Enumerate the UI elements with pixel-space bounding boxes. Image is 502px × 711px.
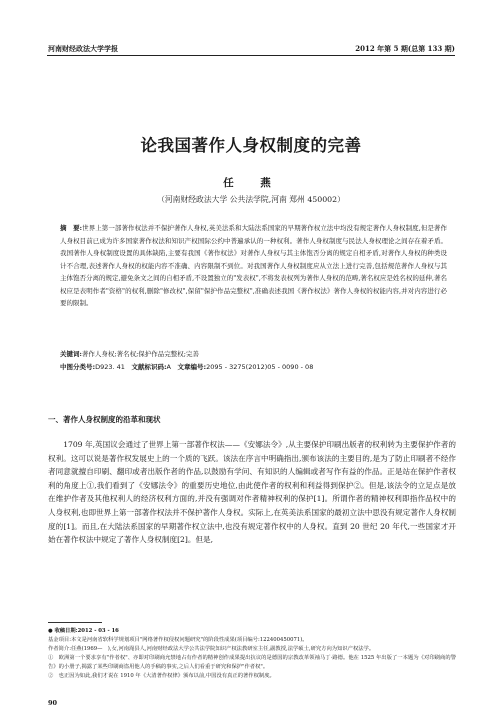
keywords: [60, 349, 199, 358]
abstract-label: 摘 要:: [60, 224, 83, 232]
body-paragraph: 1709 年,英国议会通过了世界上第一部著作权法——《安娜法令》,从主要保护印刷出版者的权利转为主要保护作者的权利。这可以说是著作权发展史上的一个质的飞跃。该法在序言中明确指出,颁布该法的主要目的,是为了防止印刷者不经作者同意就擅自印刷、翻印或者出版作者的作品,以鼓励有学问、有知识的人编辑或者写作有益的作品。正是站在保护作者权利的角度上①,我们看到了《安娜法令》的重要历史地位,由此使作者的权利和利益得到保护②。但是,该法令的立足点是放在维护作者及其他权利人的经济权利方面的,并没有强调对作者精神权利的保护[1]。所谓作者的精神权利即指作品权中的人身权利,也即世界上第一部著作权法并不保护著作人身权。实际上,在英美法系国家的最初立法中思没有规定著作人身权制度的[1]。而且,在大陆法系国家的早期著作权立法中,也没有规定著作权中的人身权。直到 20 世纪 20 年代,一些国家才开始在著作权法中规定了著作人身权制度[2]。但是,: [48, 440, 456, 545]
article-id-value: 2095 - 3275(2012)05 - 0090 - 08: [206, 363, 314, 371]
header-rule: [47, 55, 455, 56]
author-name: 任 燕: [223, 177, 279, 189]
received-date: ● 收稿日期:2012 - 03 - 16: [48, 628, 119, 634]
clc-value: D923. 41: [95, 363, 125, 371]
abstract: [60, 222, 447, 310]
footnote-rule: [48, 622, 102, 623]
footnote-1: ① 欧洲第一个要求享有"作者权"、亦即对印刷商允禁地占有作者的精神创作成果提出抗议的是德国的宗教改革领袖马丁·路德。他在 1525 年出版了一本题为《对印刷商的警告》的小册子,揭露了某些印刷商盗用他人的手稿的事实,之后人们看重于研究和保护"作者权"。: [48, 655, 456, 670]
journal-name: 河南财经政法大学学报: [48, 44, 118, 53]
author-affiliation: （河南财经政法大学 公共法学院,河南 郑州 450002）: [157, 195, 345, 204]
article-id-label: 文章编号:: [177, 363, 207, 371]
classification-line: [60, 362, 313, 371]
fund-note: 基金项目:本文是河南省软科学规划项目"网络著作权侵权问题研究"的阶段性成果(项目编号:122400450071)。: [48, 637, 308, 643]
paper-title: 论我国著作人身权制度的完善: [140, 136, 362, 155]
keywords-label: 关键词:: [60, 350, 82, 358]
footnotes: [48, 627, 456, 681]
section-heading: 一、著作人身权制度的沿革和现状: [48, 415, 161, 424]
issue-info: 2012 年第 5 期(总第 133 期): [355, 44, 455, 53]
clc-label: 中图分类号:: [60, 363, 96, 371]
doc-code-value: A: [166, 363, 171, 371]
keywords-text: 著作人身权;著名权;保护作品完整权;完善: [81, 350, 199, 358]
author-bio: 作者简介:任燕(1969— ),女,河南渑县人,河南财经政法大学公共法学院知识产权法教研室主任,副教授,法学硕士,研究方向为知识产权法学。: [48, 646, 375, 652]
doc-code-label: 文献标识码:: [131, 363, 167, 371]
abstract-text: 世界上第一部著作权法并不保护著作人身权,英美法系和大陆法系国家的早期著作权立法中均没有规定著作人身权制度,但是著作人身权目前已成为许多国家著作权法和知识产权国际公约中普遍承认的一种权利。著作人身权制度与民法人身权理论之间存在着矛盾。我国著作人身权制度设置的具体缺陷,主要有我国《著作权法》对著作人身权与其主体饱否分离的规定自相矛盾,对著作人身权的种类设计不合理,表述著作人身权的权能内容不准确、内容限制不到位。对我国著作人身权制度应从立法上进行完善,包括规范著作人身权与其主体饱否分离的规定,避免条文之间的自相矛盾,不设置独立的"发表权",不将发表权列为著作人身权的范畴,著名权应是姓名权的延伸,著名权应是表明作者"资格"的权利,删除"修改权",保留"保护作品完整权",准确表述我国《著作权法》著作人身权的权能内容,并对内容进行必要的限制。: [60, 224, 447, 307]
footnote-2: ② 也正因为如此,我们才说在 1910 年《大清著作权律》颁布以前,中国没有真正的著作权制度。: [48, 673, 275, 679]
page-number: 90: [48, 699, 58, 707]
